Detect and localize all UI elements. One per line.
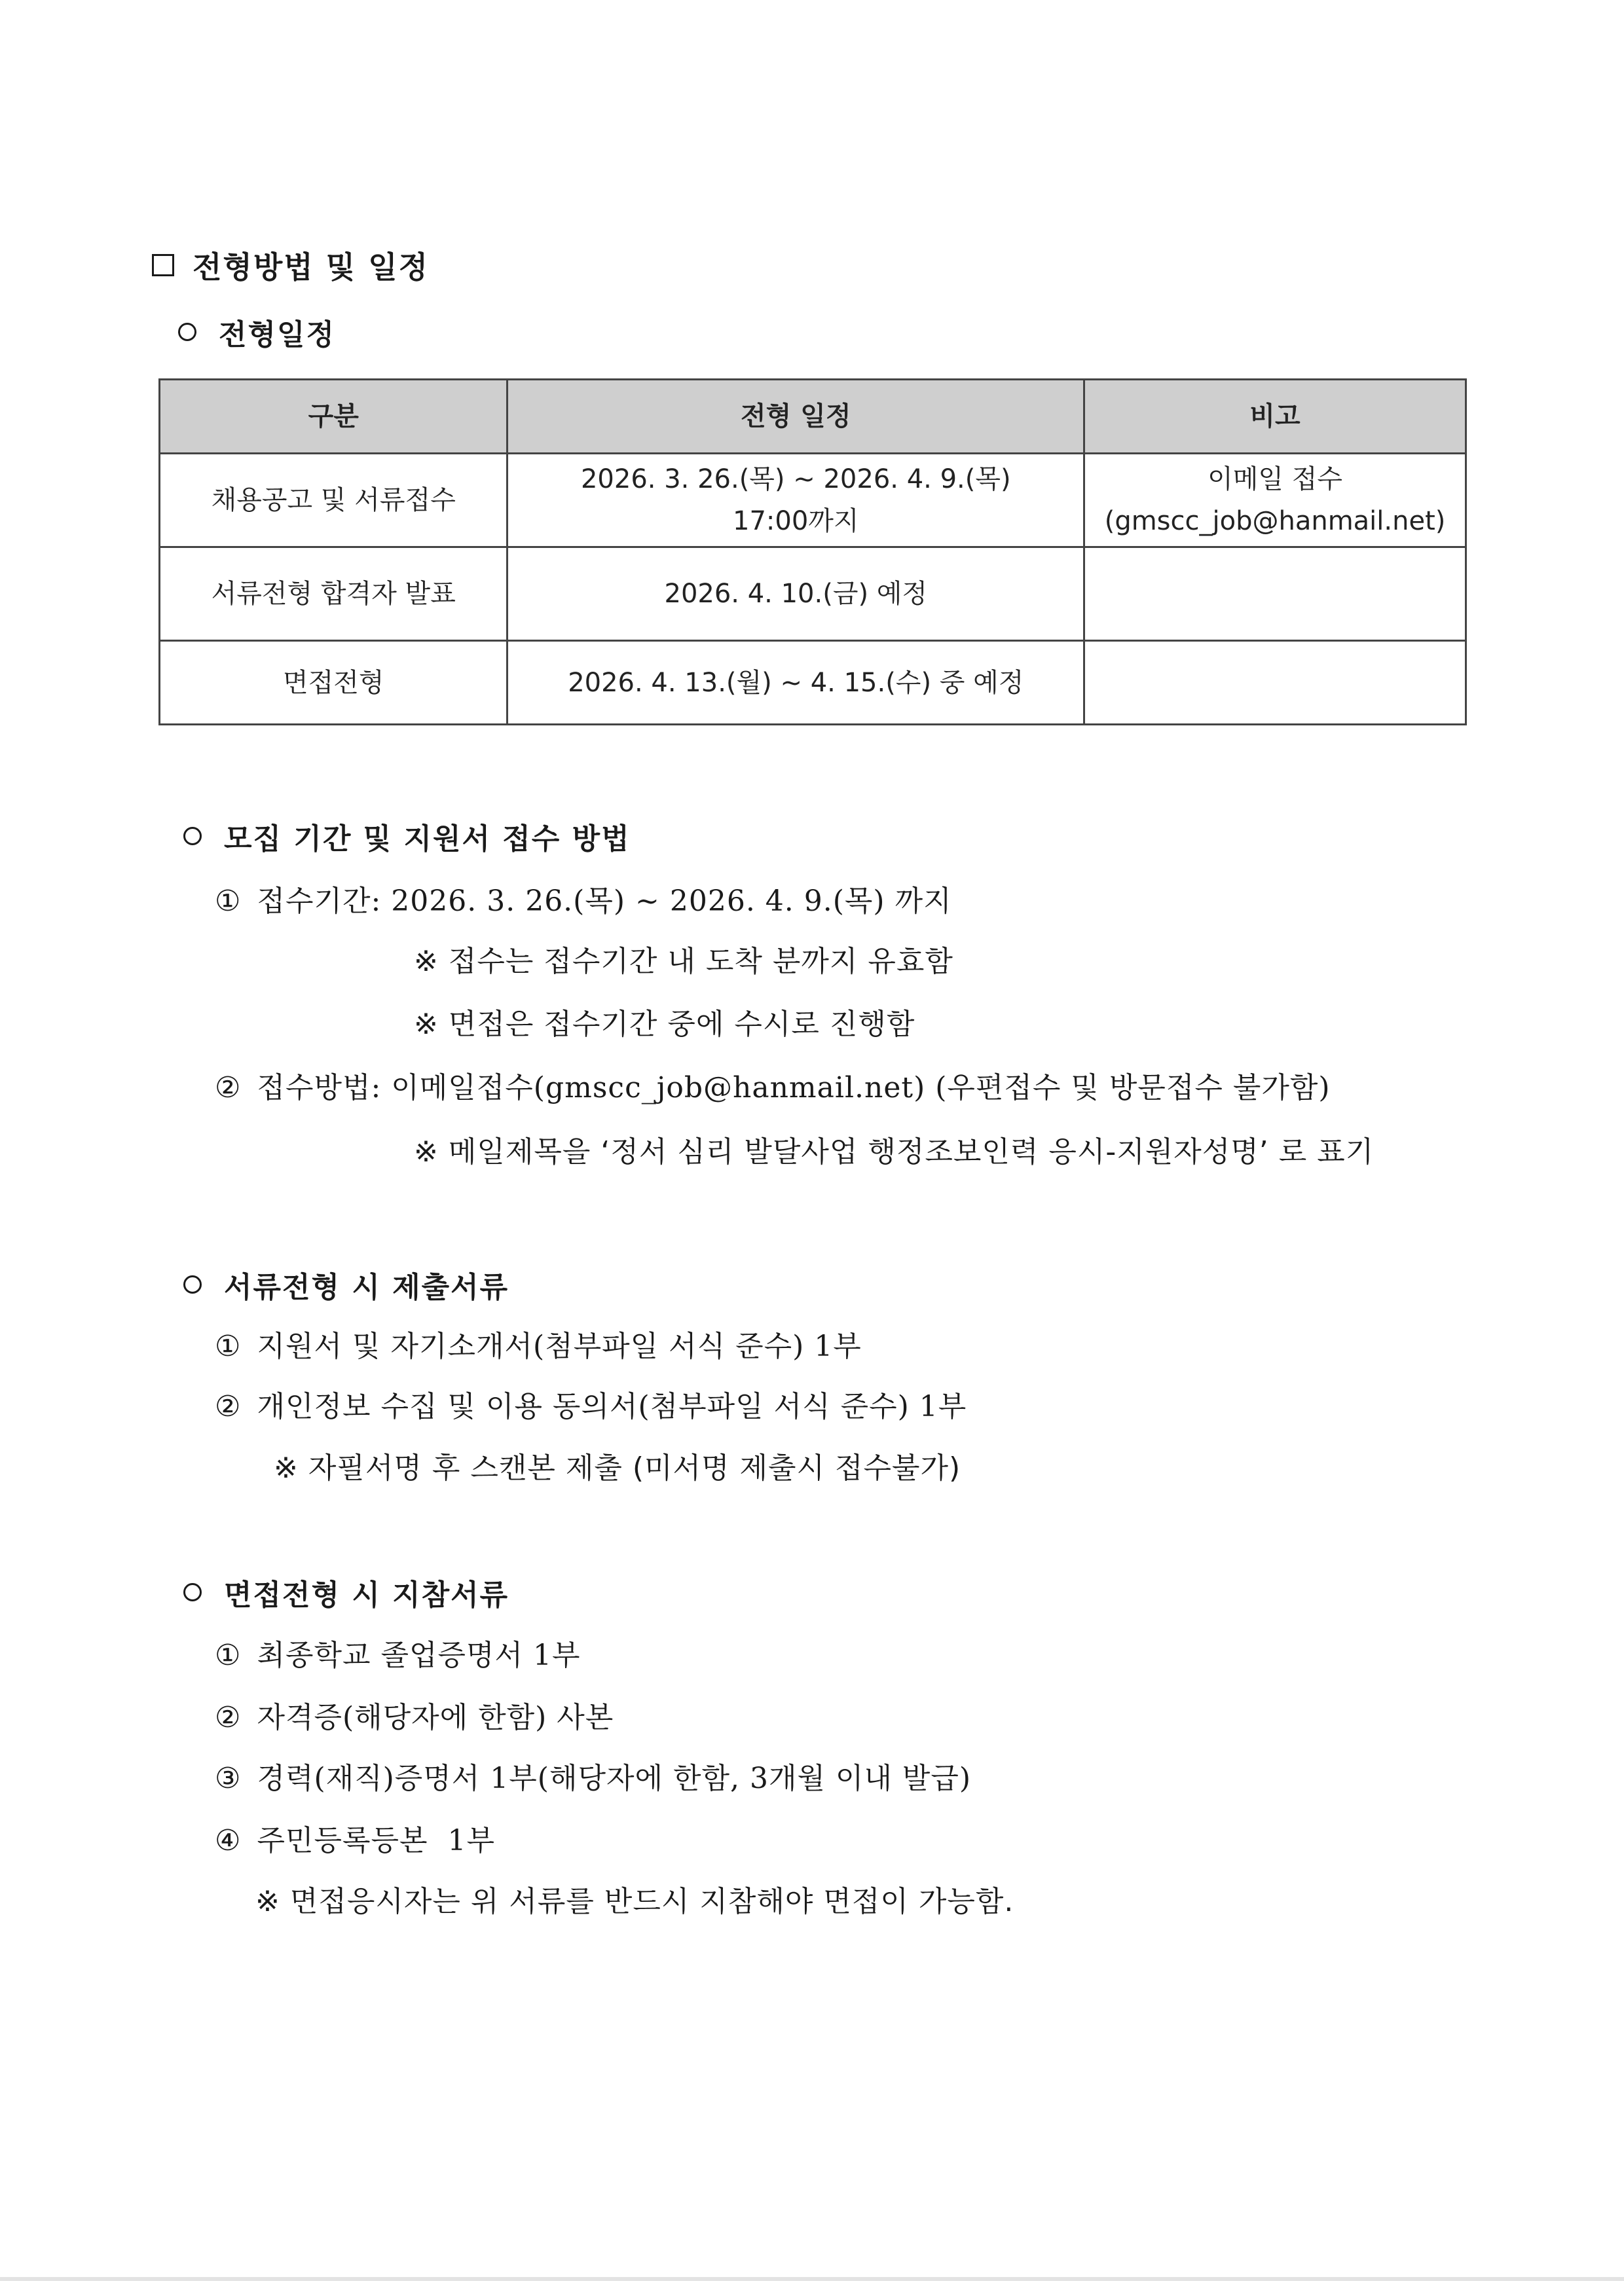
scan-edge-divider xyxy=(0,2277,1624,2281)
row-note xyxy=(1084,547,1466,641)
interview-item-2-text: 자격증(해당자에 한함) 사본 xyxy=(257,1701,614,1734)
item-number: ② xyxy=(215,1390,242,1423)
recruit-heading xyxy=(183,815,631,857)
row-category: 서류전형 합격자 발표 xyxy=(160,547,507,641)
interview-heading-text: 면접전형 시 지참서류 xyxy=(224,1578,509,1612)
interview-item-4 xyxy=(215,1817,495,1859)
documents-heading-text: 서류전형 시 제출서류 xyxy=(224,1271,509,1304)
row-date-line1: 2026. 3. 26.(목) ~ 2026. 4. 9.(목) xyxy=(580,464,1011,494)
schedule-table xyxy=(158,378,1467,725)
recruit-item-2-text: 접수방법: 이메일접수(gmscc_job@hanmail.net) (우편접수 및 방문접수 불가함) xyxy=(257,1071,1331,1104)
item-number: ① xyxy=(215,1639,242,1672)
schedule-heading xyxy=(178,311,335,353)
documents-item-2-text: 개인정보 수집 및 이용 동의서(첨부파일 서식 준수) 1부 xyxy=(257,1390,967,1423)
header-schedule: 전형 일정 xyxy=(507,380,1084,454)
recruit-item-1-note-1: ※ 접수는 접수기간 내 도착 분까지 유효함 xyxy=(414,945,953,978)
row-note-line1: 이메일 접수 xyxy=(1208,464,1343,494)
item-number: ② xyxy=(215,1071,242,1104)
interview-item-2 xyxy=(215,1694,614,1736)
checkbox-square-icon xyxy=(152,254,174,276)
recruit-item-1-note-2: ※ 면접은 접수기간 중에 수시로 진행함 xyxy=(414,1008,915,1041)
recruit-heading-text: 모집 기간 및 지원서 접수 방법 xyxy=(224,822,631,856)
interview-item-3 xyxy=(215,1755,971,1796)
interview-item-1-text: 최종학교 졸업증명서 1부 xyxy=(257,1639,581,1672)
section-title-text: 전형방법 및 일정 xyxy=(193,249,430,285)
table-header-row xyxy=(160,380,1466,454)
interview-note: ※ 면접응시자는 위 서류를 반드시 지참해야 면접이 가능함. xyxy=(255,1885,1014,1918)
row-date xyxy=(507,454,1084,547)
row-note xyxy=(1084,454,1466,547)
documents-item-2 xyxy=(215,1383,967,1425)
table-row xyxy=(160,641,1466,725)
item-number: ③ xyxy=(215,1762,242,1795)
documents-note: ※ 자필서명 후 스캔본 제출 (미서명 제출시 접수불가) xyxy=(274,1451,961,1485)
header-category: 구분 xyxy=(160,380,507,454)
recruit-item-1 xyxy=(215,877,952,919)
recruit-item-2 xyxy=(215,1064,1331,1106)
row-note xyxy=(1084,641,1466,725)
row-category: 채용공고 및 서류접수 xyxy=(160,454,507,547)
table-row xyxy=(160,547,1466,641)
item-number: ② xyxy=(215,1701,242,1734)
interview-item-4-text: 주민등록등본 1부 xyxy=(257,1824,495,1857)
header-note: 비고 xyxy=(1084,380,1466,454)
recruit-item-2-note: ※ 메일제목을 ‘정서 심리 발달사업 행정조보인력 응시-지원자성명’ 로 표기 xyxy=(414,1135,1375,1169)
table-row xyxy=(160,454,1466,547)
item-number: ① xyxy=(215,1330,242,1363)
circle-bullet-icon xyxy=(178,323,196,341)
interview-item-3-text: 경력(재직)증명서 1부(해당자에 한함, 3개월 이내 발급) xyxy=(257,1762,972,1795)
circle-bullet-icon xyxy=(183,827,202,845)
documents-heading xyxy=(183,1264,509,1305)
section-title xyxy=(152,244,429,287)
interview-item-1 xyxy=(215,1631,580,1673)
documents-item-1 xyxy=(215,1322,862,1364)
schedule-heading-text: 전형일정 xyxy=(219,318,336,352)
circle-bullet-icon xyxy=(183,1275,202,1294)
row-date-line2: 17:00까지 xyxy=(733,506,859,536)
recruit-item-1-text: 접수기간: 2026. 3. 26.(목) ~ 2026. 4. 9.(목) 까지 xyxy=(257,884,952,918)
item-number: ④ xyxy=(215,1824,242,1857)
circle-bullet-icon xyxy=(183,1583,202,1601)
row-date: 2026. 4. 10.(금) 예정 xyxy=(507,547,1084,641)
interview-heading xyxy=(183,1571,509,1613)
item-number: ① xyxy=(215,884,242,918)
row-category: 면접전형 xyxy=(160,641,507,725)
documents-item-1-text: 지원서 및 자기소개서(첨부파일 서식 준수) 1부 xyxy=(257,1330,862,1363)
row-note-email: (gmscc_job@hanmail.net) xyxy=(1104,506,1446,536)
row-date: 2026. 4. 13.(월) ~ 4. 15.(수) 중 예정 xyxy=(507,641,1084,725)
